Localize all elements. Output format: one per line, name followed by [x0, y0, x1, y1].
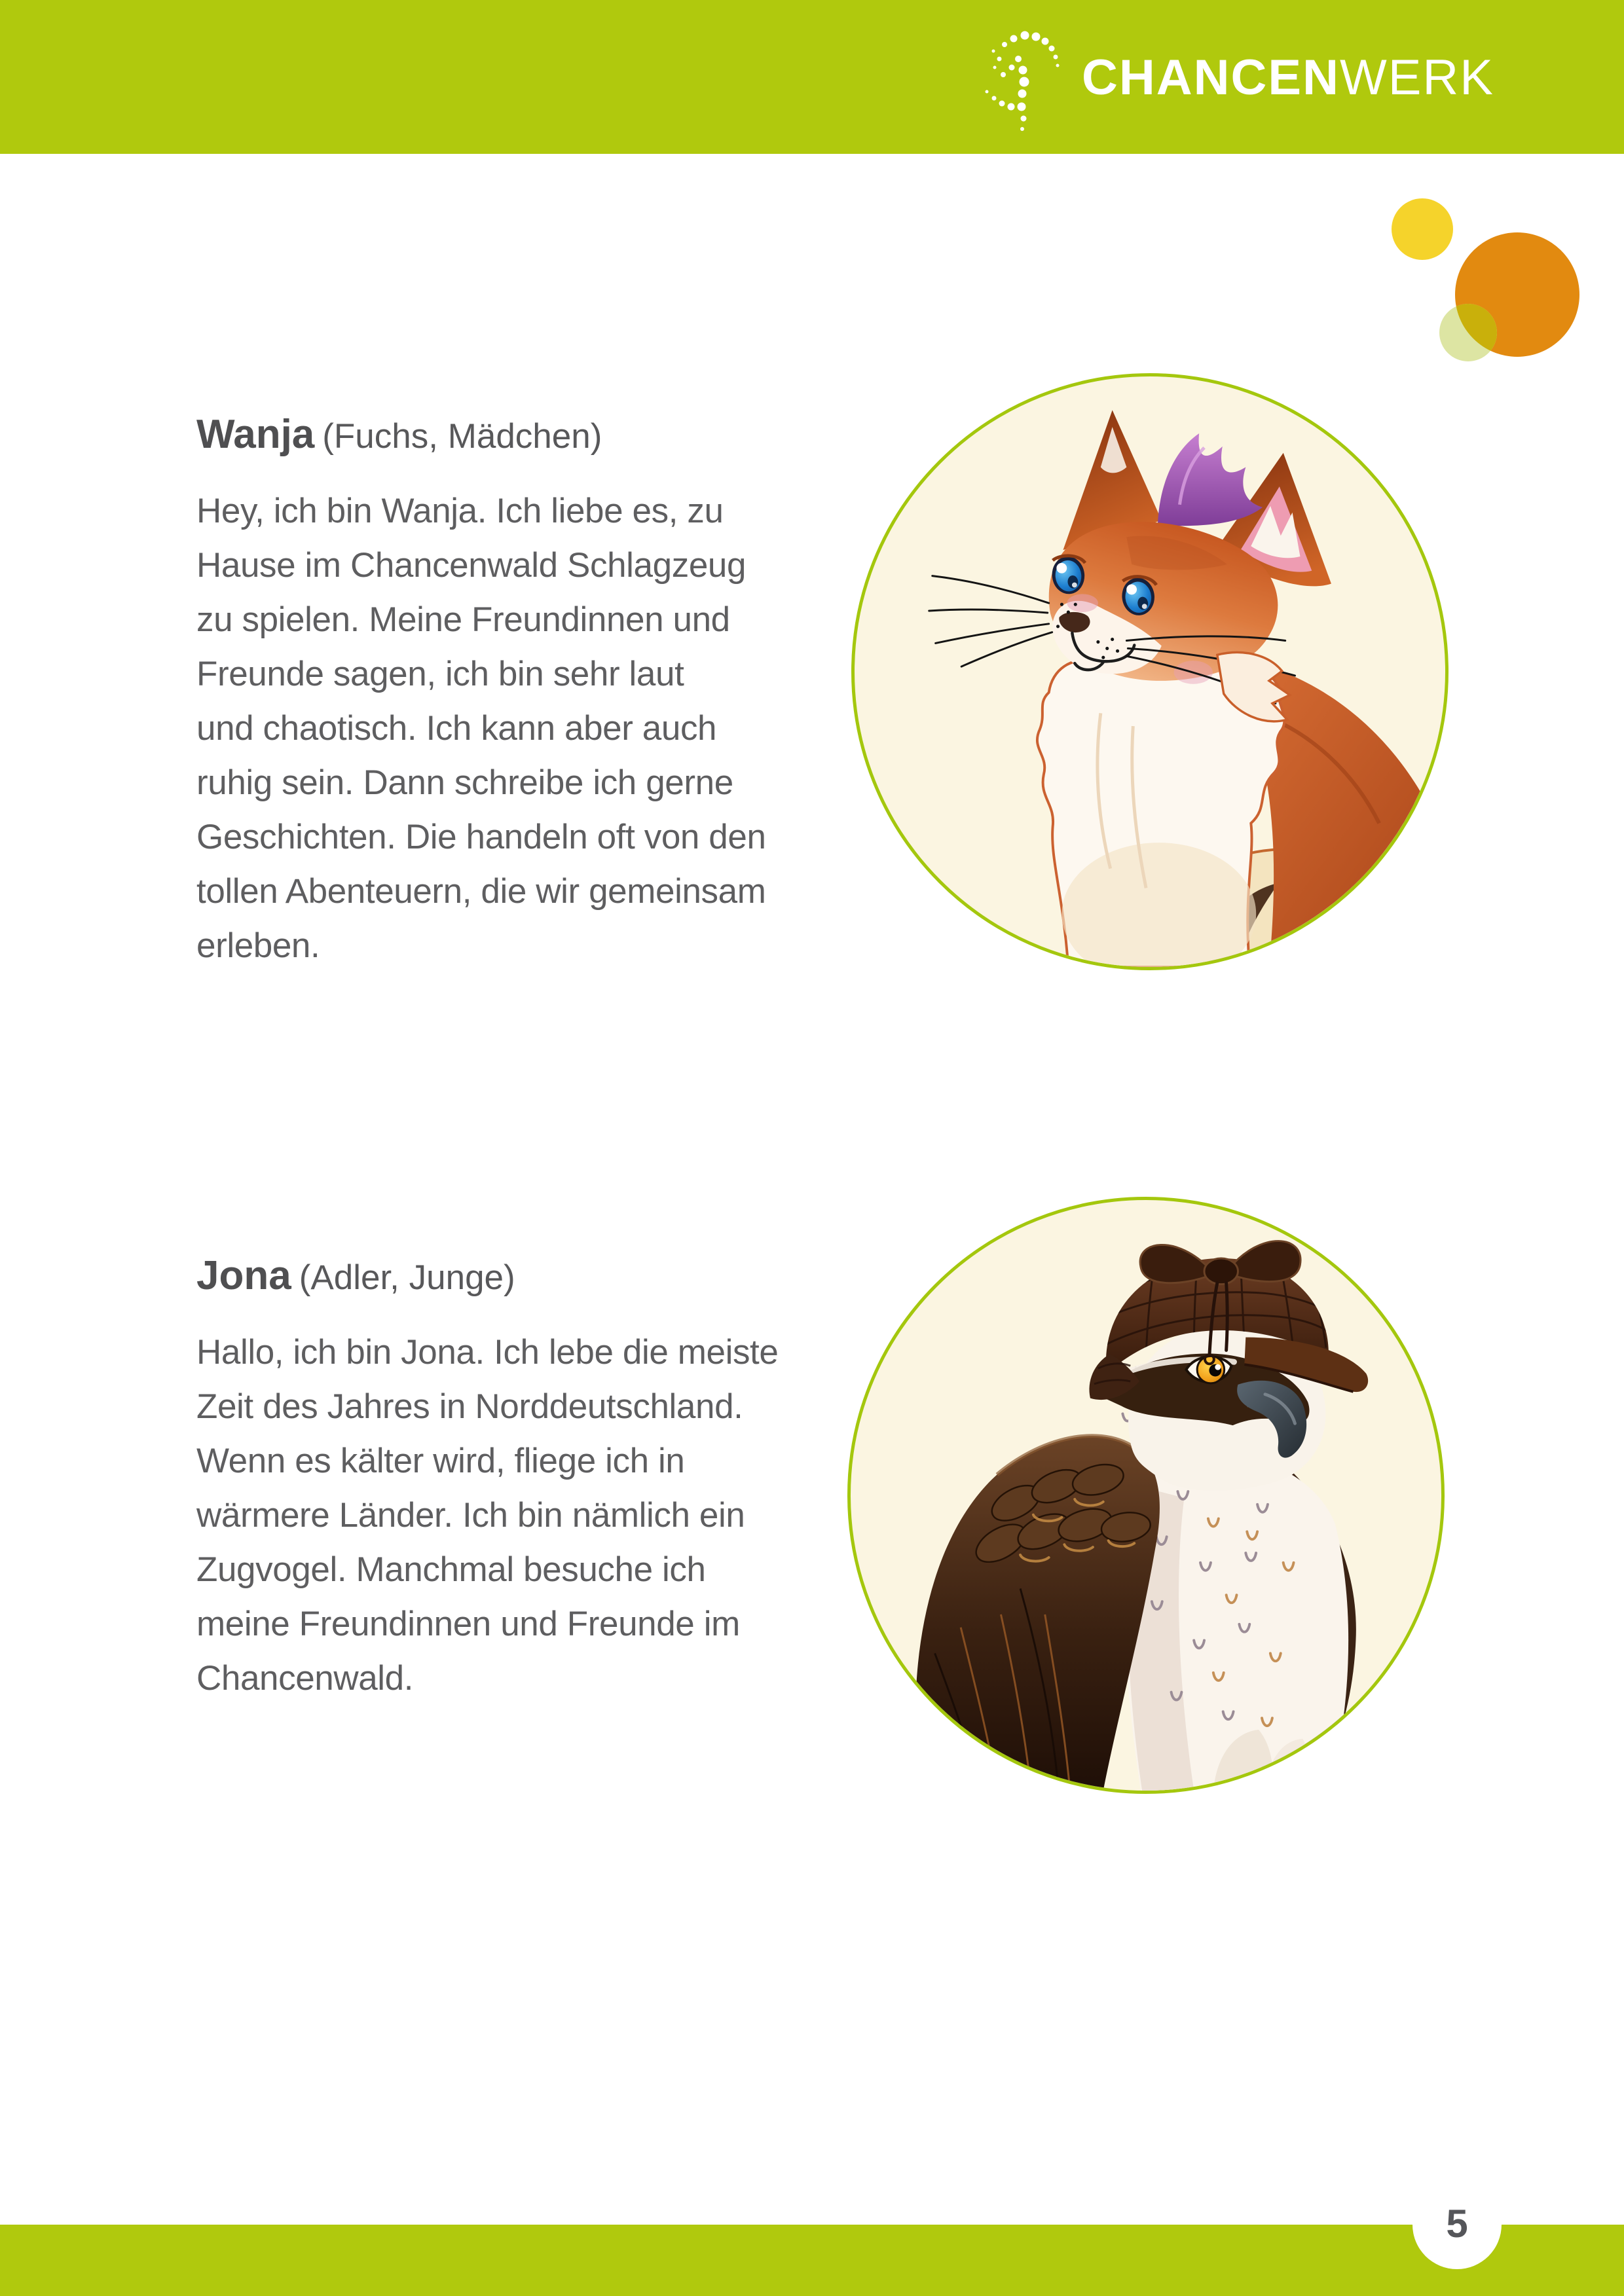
fox-illustration: [855, 376, 1445, 967]
description-line: Hey, ich bin Wanja. Ich liebe es, zu: [196, 492, 724, 530]
description-line: wärmere Länder. Ich bin nämlich ein: [196, 1496, 745, 1535]
character-subtitle: (Adler, Junge): [299, 1258, 515, 1297]
character-name: Jona: [196, 1253, 291, 1298]
header-bar: [0, 0, 1624, 154]
description-line: erleben.: [196, 926, 320, 965]
page-number-badge: [1412, 2180, 1502, 2269]
description-line: tollen Abenteuern, die wir gemeinsam: [196, 872, 766, 911]
description-line: Freunde sagen, ich bin sehr laut: [196, 655, 684, 693]
description-line: zu spielen. Meine Freundinnen und: [196, 600, 730, 639]
character-subtitle: (Fuchs, Mädchen): [322, 417, 602, 456]
yellow-circle: [1392, 198, 1453, 260]
brand: [981, 22, 1494, 134]
description-line: ruhig sein. Dann schreibe ich gerne: [196, 763, 733, 802]
description-line: und chaotisch. Ich kann aber auch: [196, 709, 717, 748]
fox-portrait: [851, 373, 1449, 970]
character-heading: [196, 411, 602, 458]
brand-wordmark: [1082, 50, 1494, 105]
description-line: Chancenwald.: [196, 1659, 414, 1698]
character-description: [196, 484, 766, 973]
description-line: Zeit des Jahres in Norddeutschland.: [196, 1387, 743, 1426]
character-description: [196, 1325, 778, 1705]
eagle-portrait: [847, 1197, 1445, 1794]
character-name: Wanja: [196, 412, 315, 457]
description-line: Hallo, ich bin Jona. Ich lebe die meiste: [196, 1333, 779, 1372]
character-heading: [196, 1252, 515, 1299]
dotted-spiral-logo-icon: [981, 22, 1065, 134]
description-line: Wenn es kälter wird, fliege ich in: [196, 1442, 685, 1480]
description-line: Geschichten. Die handeln oft von den: [196, 818, 766, 856]
footer-bar: [0, 2225, 1624, 2296]
description-line: Hause im Chancenwald Schlagzeug: [196, 546, 747, 585]
page-number: 5: [1446, 2201, 1468, 2246]
description-line: Zugvogel. Manchmal besuche ich: [196, 1550, 706, 1589]
brand-wordmark-bold: CHANCEN: [1082, 50, 1340, 105]
eagle-illustration: [851, 1200, 1441, 1791]
brand-wordmark-light: WERK: [1340, 50, 1494, 105]
description-line: meine Freundinnen und Freunde im: [196, 1605, 740, 1643]
